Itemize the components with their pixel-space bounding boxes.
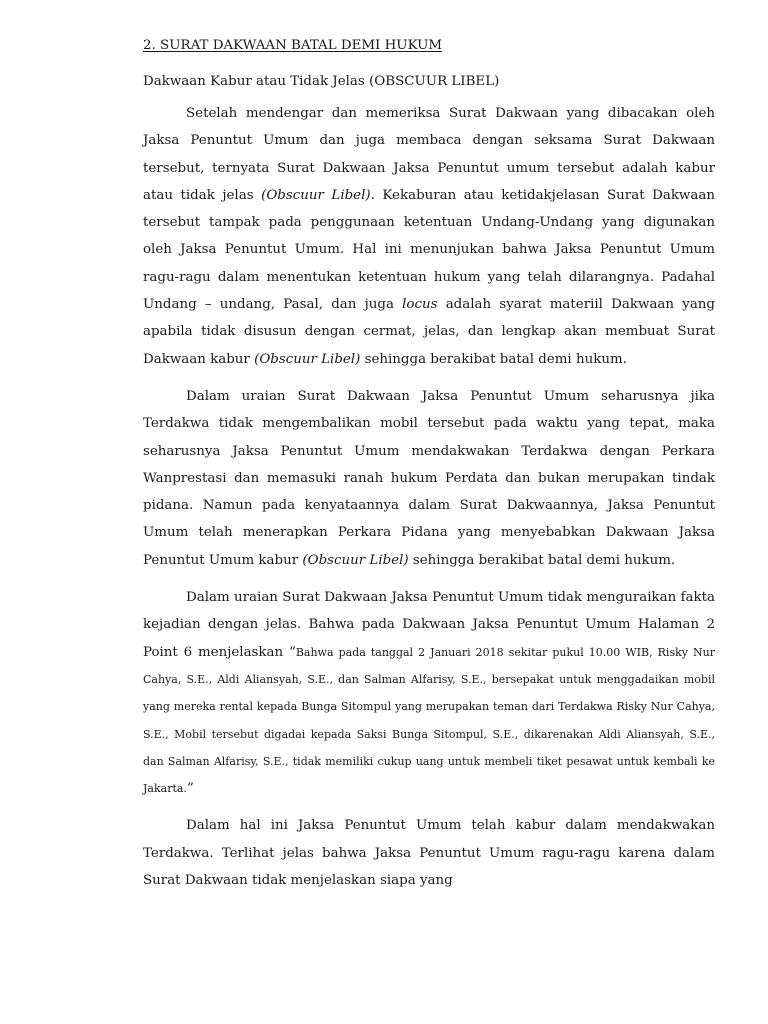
paragraph-3: [143, 584, 715, 802]
paragraph-1-italic-b: (Obscuur Libel).: [261, 187, 375, 203]
document-page: [143, 36, 715, 894]
paragraph-2: [143, 383, 715, 574]
paragraph-2-text-a: Dalam uraian Surat Dakwaan Jaksa Penuntut Umum seharusnya jika Terdakwa tidak mengembalikan mobil tersebut pada waktu yang tepat, maka seharusnya Jaksa Penuntut Umum mendakwakan Terdakwa dengan Perkara Wanprestasi dan memasuki ranah hukum Perdata dan bukan merupakan tindak pidana. Namun pada kenyataannya dalam Surat Dakwaannya, Jaksa Penuntut Umum telah menerapkan Perkara Pidana yang menyebabkan Dakwaan Jaksa Penuntut Umum kabur: [143, 388, 715, 568]
close-quote-mark: ”: [186, 781, 194, 797]
paragraph-1: [143, 100, 715, 373]
paragraph-2-text-c: sehingga berakibat batal demi hukum.: [408, 552, 676, 568]
section-heading: 2. SURAT DAKWAAN BATAL DEMI HUKUM: [143, 38, 443, 53]
paragraph-2-italic-b: (Obscuur Libel): [302, 552, 409, 568]
paragraph-4-text-a: Dalam hal ini Jaksa Penuntut Umum telah kabur dalam mendakwakan Terdakwa. Terlihat jelas bahwa Jaksa Penuntut Umum ragu-ragu karena dalam Surat Dakwaan tidak menjelaskan siapa yang: [143, 818, 715, 889]
paragraph-1-italic-f: (Obscuur Libel): [254, 351, 361, 367]
paragraph-1-text-g: sehingga berakibat batal demi hukum.: [360, 351, 627, 367]
paragraph-4: [143, 812, 715, 894]
paragraph-1-text-a: Setelah mendengar dan memeriksa Surat Dakwaan yang dibacakan oleh Jaksa Penuntut Umum dan juga membaca dengan seksama Surat Dakwaan tersebut, ternyata Surat Dakwaan Jaksa Penuntut umum tersebut adalah kabur atau tidak jelas: [143, 106, 715, 203]
paragraph-1-text-e: adalah syarat materiil Dakwaan yang apabila tidak disusun dengan cermat, jelas, dan lengkap akan membuat Surat Dakwaan kabur: [143, 297, 715, 367]
section-subheading: Dakwaan Kabur atau Tidak Jelas (OBSCUUR LIBEL): [143, 74, 500, 89]
quoted-passage: Bahwa pada tanggal 2 Januari 2018 sekitar pukul 10.00 WIB, Risky Nur Cahya, S.E., Aldi Aliansyah, S.E., dan Salman Alfarisy, S.E., bersepakat untuk menggadaikan mobil yang mereka rental kepada Bunga Sitompul yang merupakan teman dari Terdakwa Risky Nur Cahya, S.E., Mobil tersebut digadai kepada Saksi Bunga Sitompul, S.E., dikarenakan Aldi Aliansyah, S.E., dan Salman Alfarisy, S.E., tidak memiliki cukup uang untuk membeli tiket pesawat untuk kembali ke Jakarta.: [143, 645, 715, 796]
paragraph-1-italic-d: locus: [402, 297, 438, 313]
paragraph-1-text-c: Kekaburan atau ketidakjelasan Surat Dakwaan tersebut tampak pada penggunaan ketentuan Undang-Undang yang digunakan oleh Jaksa Penuntut Umum. Hal ini menunjukan bahwa Jaksa Penuntut Umum ragu-ragu dalam menentukan ketentuan hukum yang telah dilarangnya. Padahal Undang – undang, Pasal, dan juga: [143, 187, 715, 313]
paragraph-3-text-a: Dalam uraian Surat Dakwaan Jaksa Penuntut Umum tidak menguraikan fakta kejadian dengan jelas. Bahwa pada Dakwaan Jaksa Penuntut Umum Halaman 2 Point 6 menjelaskan: [143, 590, 715, 660]
open-quote-mark: “: [288, 644, 296, 660]
